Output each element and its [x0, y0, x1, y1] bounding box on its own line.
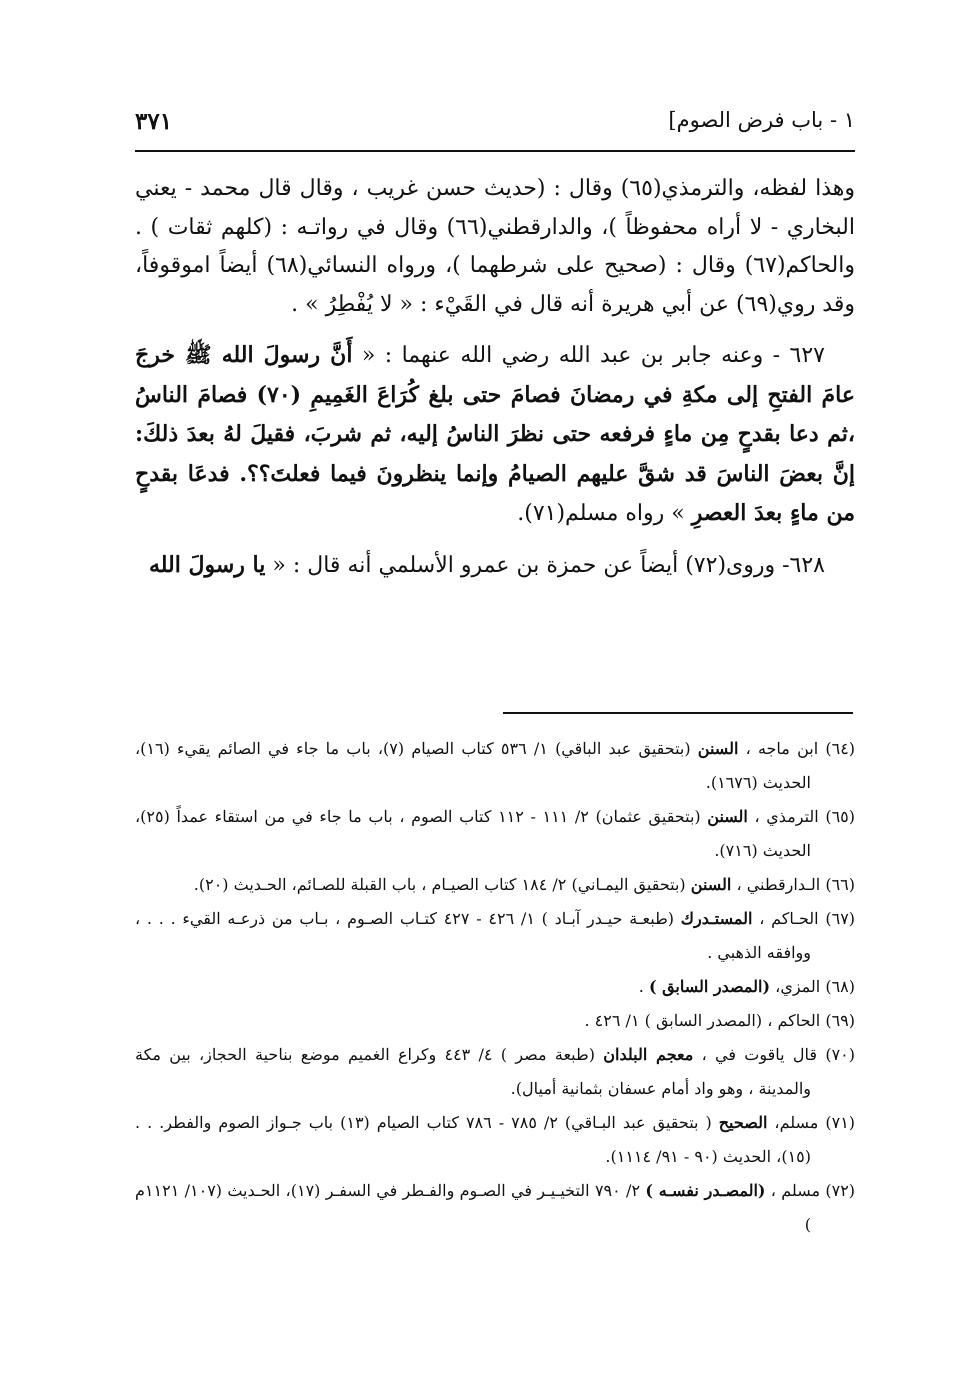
footnote-70 [135, 1038, 855, 1106]
footnote-65-title: السنن [707, 807, 748, 826]
hadith-627-source: » رواه مسلم(٧١). [517, 501, 692, 526]
footnote-70-title: معجم البلدان [603, 1045, 694, 1064]
footnote-67 [135, 902, 855, 970]
running-header [135, 108, 855, 144]
footnote-68 [135, 970, 855, 1004]
hadith-627-text: أَنَّ رسولَ الله ﷺ خرجَ عامَ الفتحِ إلى مكةِ في رمضانَ فصامَ حتى بلغ كُرَاعَ الغَمِيمِ (٧٠) فصامَ الناسُ ،ثم دعا بقدحٍ مِن ماءٍ فرفعه حتى نظرَ الناسُ إليه، ثم شربَ، فقيلَ لهُ بعدَ ذلكَ: إنَّ بعضَ الناسَ قد شقَّ عليهم الصيامُ وإنما ينظرونَ فيما فعلتَ؟؟. فدعَا بقدحٍ من ماءٍ بعدَ العصرِ [135, 342, 855, 526]
page-number: ٣٧١ [135, 108, 173, 135]
footnotes [135, 732, 855, 1242]
footnote-72-rest: ٢/ ٧٩٠ التخيـيـر في الصـوم والفـطر في السفـر (١٧)، الحـديث (١٠٧/ ١١٢١م ) [135, 1181, 811, 1234]
footnote-rule [503, 712, 853, 714]
footnote-71-prefix: (٧١) مسلم، [767, 1113, 856, 1132]
footnote-72 [135, 1174, 855, 1242]
hadith-628-intro: ٦٢٨- وروى(٧٢) أيضاً عن حمزة بن عمرو الأسلمي أنه قال : « [265, 552, 825, 578]
header-rule [135, 150, 855, 152]
footnote-64 [135, 732, 855, 800]
main-text [135, 170, 855, 585]
chapter-title: ١ - باب فرض الصوم] [668, 108, 855, 132]
footnote-68-prefix: (٦٨) المزي، [770, 977, 855, 996]
footnote-71-title: الصحيح [718, 1113, 768, 1132]
footnote-64-title: السنن [697, 739, 739, 758]
hadith-627-intro: ٦٢٧ - وعنه جابر بن عبد الله رضي الله عنهما : « [352, 343, 825, 368]
footnote-69 [135, 1004, 855, 1038]
footnote-72-title: (المصـدر نفسـه ) [645, 1181, 766, 1200]
footnote-71-rest: ( بتحقيق عبد البـاقي) ٢/ ٧٨٥ - ٧٨٦ كتاب الصيام (١٣) باب جـواز الصوم والفطر. . . (١٥)، الحديث (٩٠ - ٩١/ ١١١٤). [135, 1113, 811, 1166]
footnote-70-prefix: (٧٠) قال ياقوت في ، [693, 1045, 856, 1064]
footnote-66-title: السنن [690, 875, 732, 894]
footnote-70-rest: (طبعة مصر ) ٤/ ٤٤٣ وكراع الغميم موضع بناحية الحجاز، بين مكة والمدينة ، وهو واد أمام عسفان بثمانية أميال). [135, 1045, 811, 1098]
footnote-67-title: المستـدرك [680, 909, 753, 928]
hadith-627 [135, 336, 855, 534]
footnote-66 [135, 868, 855, 902]
footnote-66-prefix: (٦٦) الـدارقطني ، [731, 875, 855, 894]
footnote-66-rest: (بتحقيق اليمـاني) ٢/ ١٨٤ كتاب الصيـام ، باب القبلة للصـائم، الحـديث (٢٠). [193, 875, 691, 894]
footnote-65-prefix: (٦٥) الترمذي ، [747, 807, 855, 826]
paragraph-sources: وهذا لفظه، والترمذي(٦٥) وقال : (حديث حسن غريب ، وقال قال محمد - يعني البخاري - لا أراه محفوظاً )، والدارقطني(٦٦) وقال في رواتـه : (كلهم ثقات ) . والحاكم(٦٧) وقال : (صحيح على شرطهما )، ورواه النسائي(٦٨) أيضاً اموقوفاً، وقد روي(٦٩) عن أبي هريرة أنه قال في القَيْء : « لا يُفْطِرُ » . [135, 176, 856, 317]
footnote-69-text: (٦٩) الحاكم ، (المصدر السابق ) ١/ ٤٢٦ . [584, 1011, 855, 1030]
footnote-68-rest: . [638, 977, 649, 996]
footnote-71 [135, 1106, 855, 1174]
footnote-64-prefix: (٦٤) ابن ماجه ، [738, 739, 856, 758]
footnote-65 [135, 800, 855, 868]
footnote-72-prefix: (٧٢) مسلم ، [765, 1181, 856, 1200]
footnote-68-title: (المصدر السابق ) [648, 977, 771, 996]
footnote-65-rest: (بتحقيق عثمان) ٢/ ١١١ - ١١٢ كتاب الصوم ، باب ما جاء في من استقاء عمداً (٢٥)، الحديث (٧١٦). [135, 807, 811, 860]
footnote-64-rest: (بتحقيق عبد الباقي) ١/ ٥٣٦ كتاب الصيام (٧)، باب ما جاء في الصائم يقيء (١٦)، الحديث (١٦٧٦). [135, 739, 811, 792]
hadith-628 [135, 546, 855, 586]
hadith-628-text: يا رسولَ الله [148, 551, 266, 578]
footnote-67-prefix: (٦٧) الحـاكم ، [752, 909, 856, 928]
footnote-67-rest: (طبعـة حيـدر آبـاد ) ١/ ٤٢٦ - ٤٢٧ كتـاب الصـوم ، بـاب من ذرعـه القيء . . . ، ووافقه الذهبي . [135, 909, 811, 962]
